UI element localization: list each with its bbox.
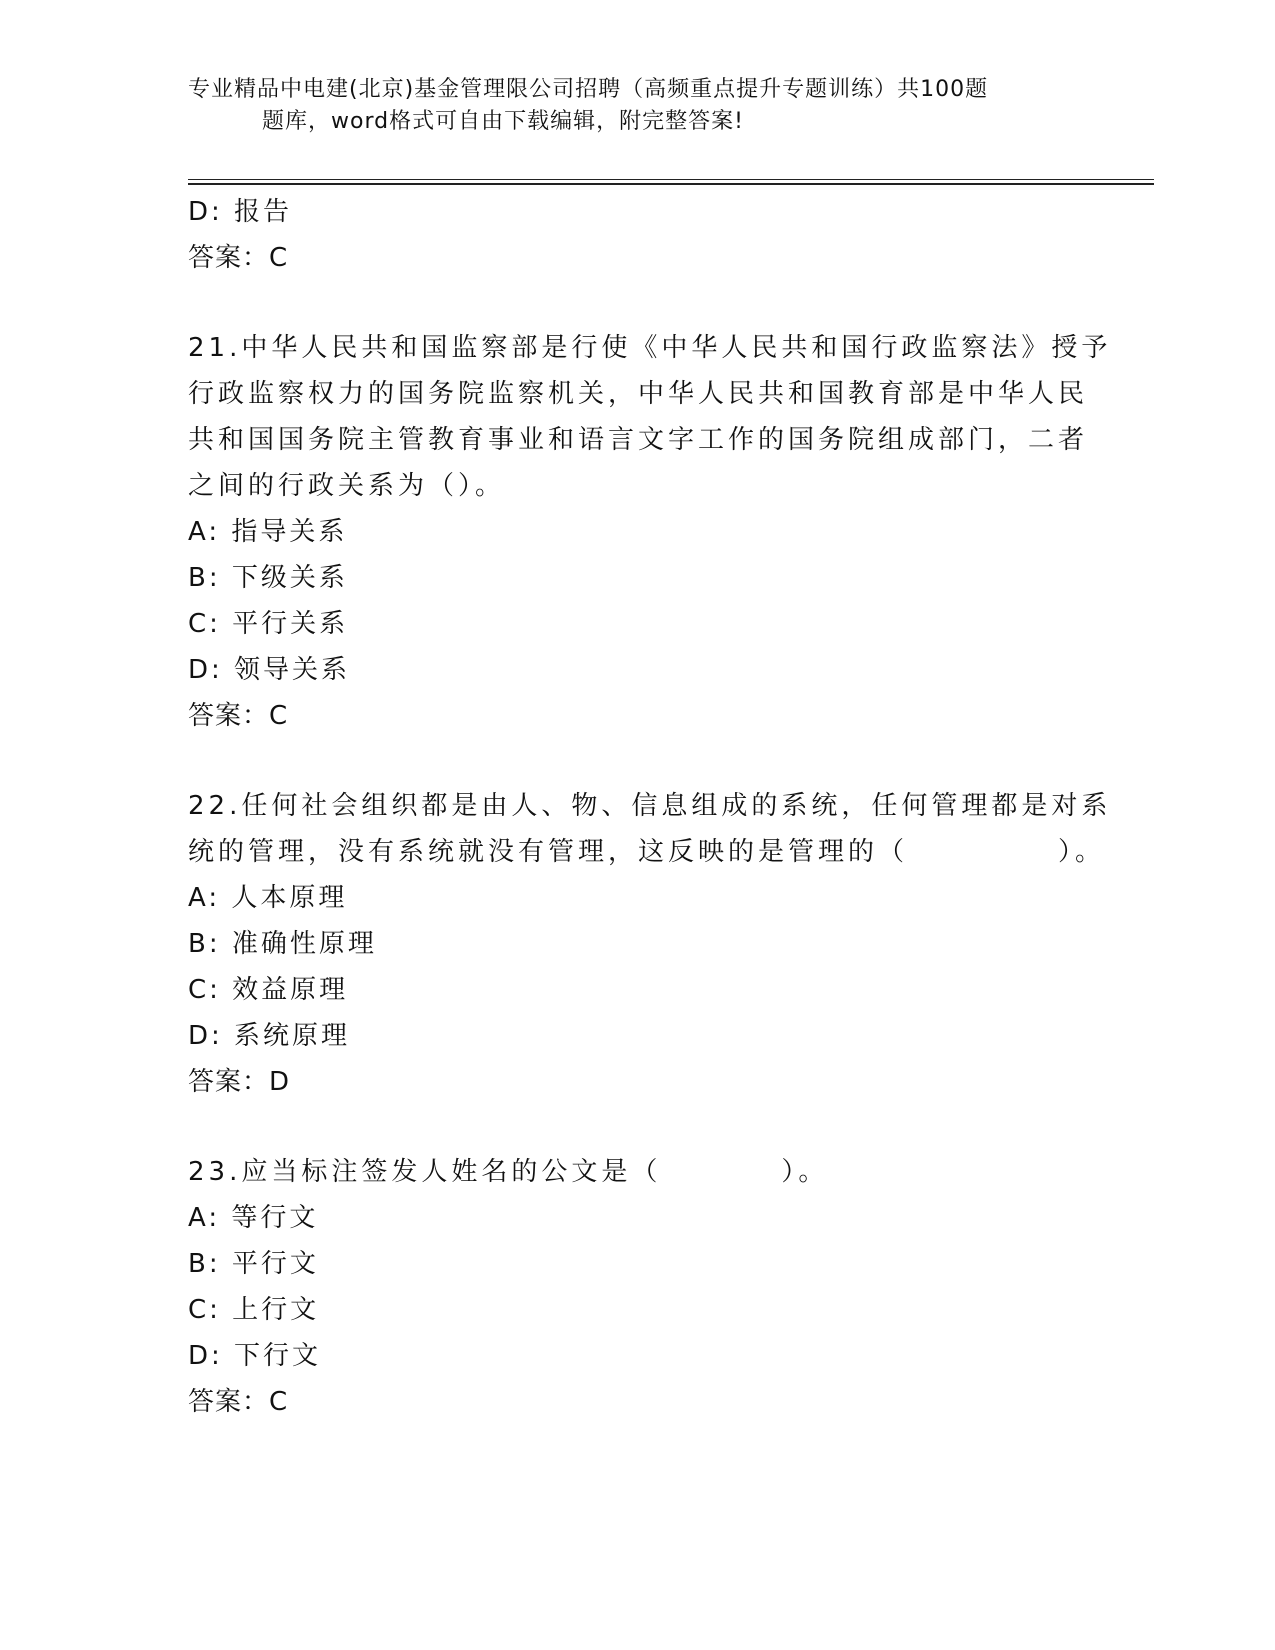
option-c: C: 效益原理 — [188, 975, 349, 1005]
option-c: C: 上行文 — [188, 1295, 320, 1325]
option-b: B: 平行文 — [188, 1249, 319, 1279]
option-d: D: 下行文 — [188, 1341, 322, 1371]
spacer — [188, 1105, 1088, 1149]
spacer — [188, 739, 1088, 783]
question-stem-line: 行政监察权力的国务院监察机关，中华人民共和国教育部是中华人民 — [188, 379, 1089, 409]
question-stem-line: 统的管理，没有系统就没有管理，这反映的是管理的（ ）。 — [188, 837, 1106, 867]
question-21 — [188, 325, 1112, 739]
question-stem-line: 22.任何社会组织都是由人、物、信息组成的系统，任何管理都是对系 — [188, 791, 1112, 821]
header-title-line-1: 专业精品中电建(北京)基金管理限公司招聘（高频重点提升专题训练）共100题 — [188, 77, 989, 102]
question-stem-line: 共和国国务院主管教育事业和语言文字工作的国务院组成部门，二者 — [188, 425, 1089, 455]
header-title-line-2: 题库，word格式可自由下载编辑，附完整答案! — [262, 109, 744, 134]
document-header — [188, 74, 1088, 138]
option-a: A: 等行文 — [188, 1203, 319, 1233]
spacer — [188, 281, 1088, 325]
previous-option-d: D: 报告 — [188, 197, 293, 227]
document-body — [188, 189, 1112, 1425]
header-rule-thick — [188, 183, 1154, 185]
option-b: B: 准确性原理 — [188, 929, 377, 959]
option-d: D: 系统原理 — [188, 1021, 351, 1051]
header-rule-thin — [188, 179, 1154, 180]
answer: 答案：C — [188, 1387, 289, 1417]
option-a: A: 人本原理 — [188, 883, 348, 913]
answer: 答案：C — [188, 701, 289, 731]
answer: 答案：D — [188, 1067, 291, 1097]
question-22 — [188, 783, 1112, 1105]
question-stem-line: 之间的行政关系为（）。 — [188, 471, 506, 501]
option-a: A: 指导关系 — [188, 517, 348, 547]
question-stem-line: 21.中华人民共和国监察部是行使《中华人民共和国行政监察法》授予 — [188, 333, 1112, 363]
question-stem-line: 23.应当标注签发人姓名的公文是（ ）。 — [188, 1157, 829, 1187]
option-b: B: 下级关系 — [188, 563, 348, 593]
question-23 — [188, 1149, 1088, 1425]
previous-answer: 答案：C — [188, 243, 289, 273]
option-d: D: 领导关系 — [188, 655, 351, 685]
option-c: C: 平行关系 — [188, 609, 349, 639]
